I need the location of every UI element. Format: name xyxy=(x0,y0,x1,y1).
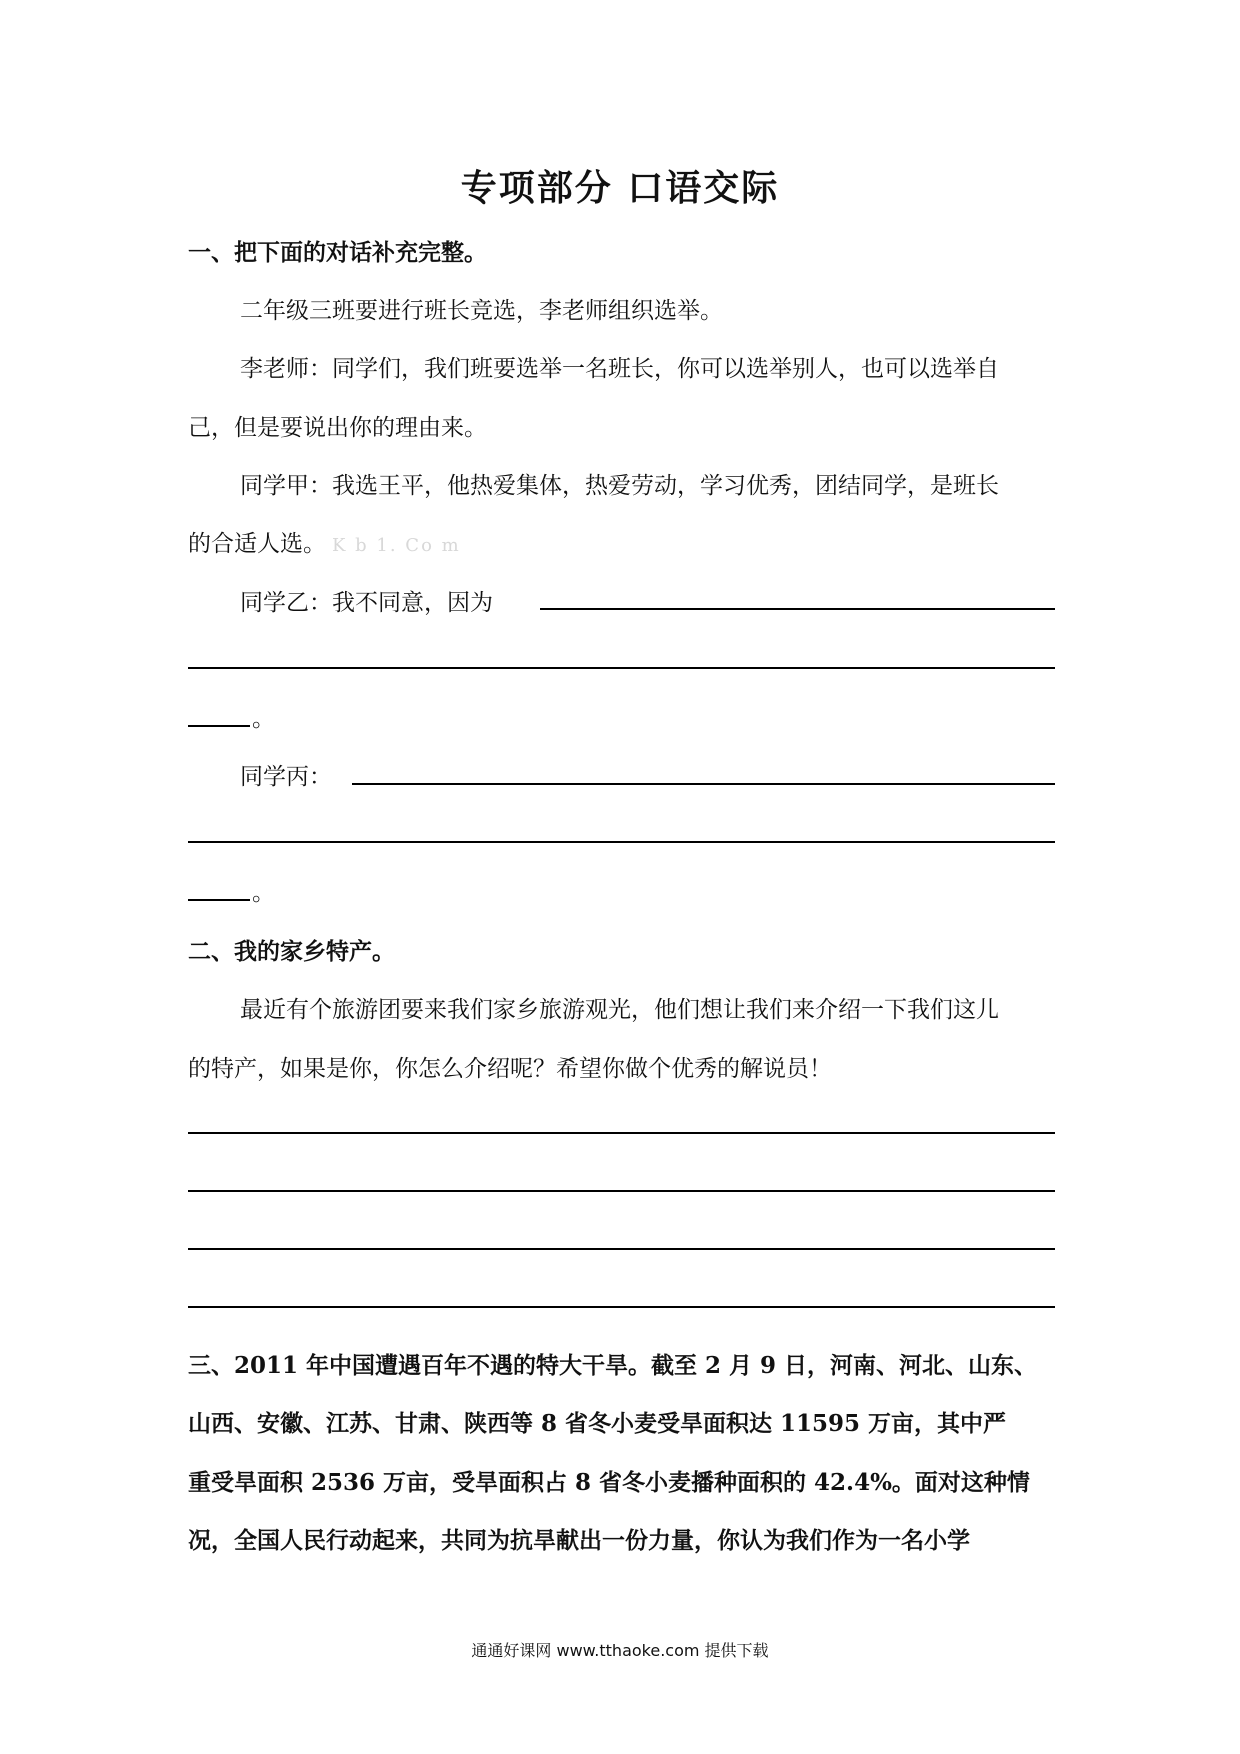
page-footer: 通通好课网 www.tthaoke.com 提供下载 xyxy=(471,1641,769,1660)
section3-line2: 山西、安徽、江苏、甘肃、陕西等 8 省冬小麦受旱面积达 11595 万亩，其中严 xyxy=(188,1410,1007,1437)
section2-answer-line-4[interactable] xyxy=(188,1306,1055,1308)
studentC-label: 同学丙： xyxy=(240,764,332,790)
section1-intro: 二年级三班要进行班长竞选，李老师组织选举。 xyxy=(240,298,723,324)
watermark-text: K b 1. Co m xyxy=(332,535,461,556)
section2-line1: 最近有个旅游团要来我们家乡旅游观光，他们想让我们来介绍一下我们这儿 xyxy=(240,997,999,1023)
studentC-period: 。 xyxy=(252,880,275,906)
studentB-answer-line-2[interactable] xyxy=(188,667,1055,669)
studentC-answer-line-1[interactable] xyxy=(352,783,1055,785)
section2-line2: 的特产，如果是你，你怎么介绍呢？希望你做个优秀的解说员！ xyxy=(188,1056,832,1082)
studentB-label: 同学乙：我不同意，因为 xyxy=(240,590,493,616)
studentB-answer-line-1[interactable] xyxy=(540,608,1055,610)
section3-line1: 三、2011 年中国遭遇百年不遇的特大干旱。截至 2 月 9 日，河南、河北、山东、 xyxy=(188,1352,1038,1379)
teacher-line1: 李老师：同学们，我们班要选举一名班长，你可以选举别人，也可以选举自 xyxy=(240,356,999,382)
section1-heading: 一、把下面的对话补充完整。 xyxy=(188,239,487,266)
studentC-answer-line-2[interactable] xyxy=(188,841,1055,843)
studentC-answer-line-3[interactable] xyxy=(188,899,250,901)
section2-heading: 二、我的家乡特产。 xyxy=(188,938,395,965)
studentA-line1: 同学甲：我选王平，他热爱集体，热爱劳动，学习优秀，团结同学，是班长 xyxy=(240,473,999,499)
studentA-line2 xyxy=(188,525,461,558)
section3-line3: 重受旱面积 2536 万亩，受旱面积占 8 省冬小麦播种面积的 42.4%。面对这种情 xyxy=(188,1469,1030,1496)
section2-answer-line-2[interactable] xyxy=(188,1190,1055,1192)
studentB-period: 。 xyxy=(252,706,275,732)
studentB-answer-line-3[interactable] xyxy=(188,725,250,727)
section3-line4: 况，全国人民行动起来，共同为抗旱献出一份力量，你认为我们作为一名小学 xyxy=(188,1527,970,1554)
section2-answer-line-3[interactable] xyxy=(188,1248,1055,1250)
page-title: 专项部分 口语交际 xyxy=(460,168,780,209)
teacher-line2: 己，但是要说出你的理由来。 xyxy=(188,415,487,441)
section2-answer-line-1[interactable] xyxy=(188,1132,1055,1134)
studentA-line2-text: 的合适人选。 xyxy=(188,531,326,557)
